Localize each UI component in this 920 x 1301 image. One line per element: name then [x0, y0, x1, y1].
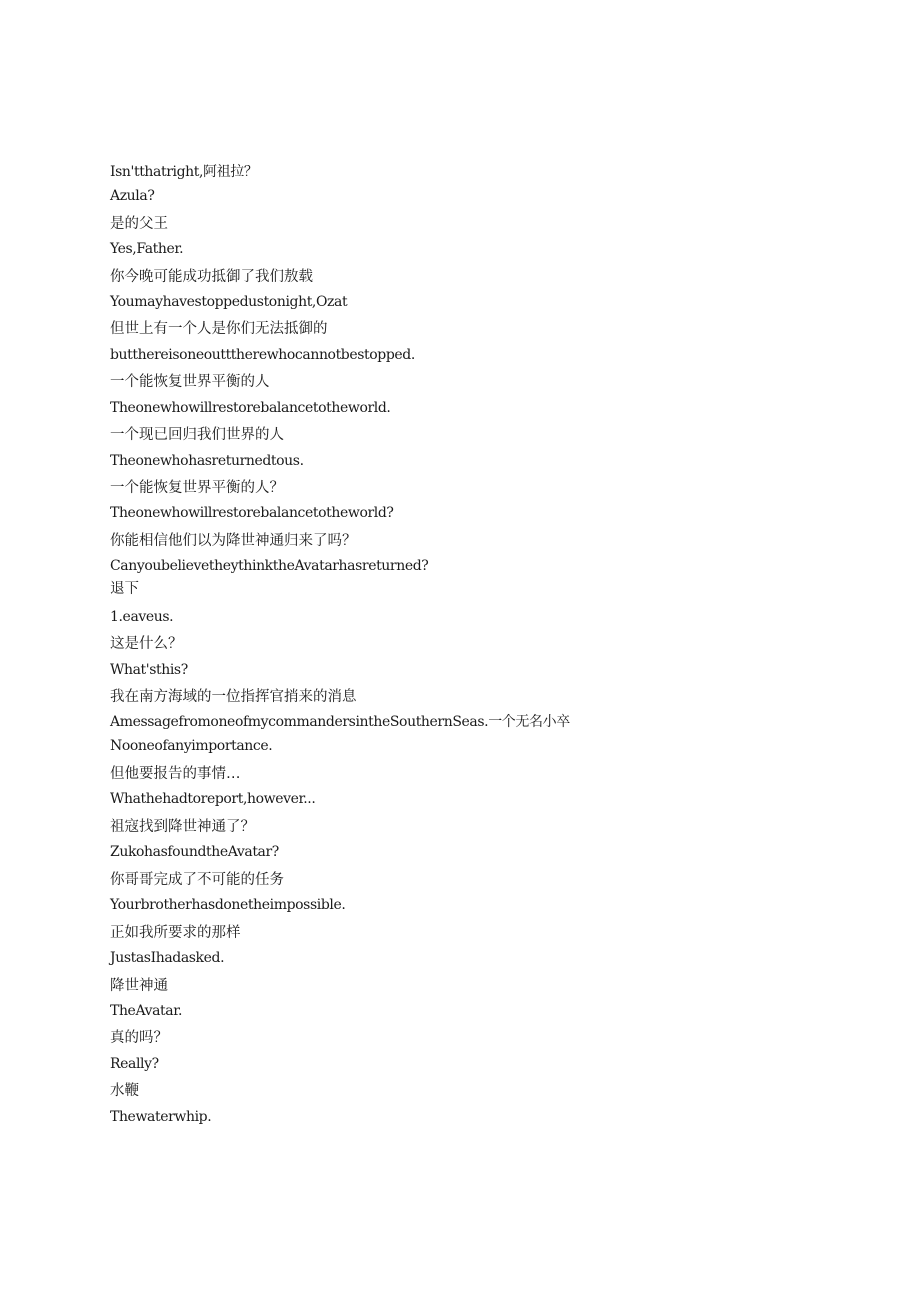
subtitle-line: 退下: [110, 581, 139, 597]
subtitle-line: CanyoubelievetheythinktheAvatarhasreturned?: [110, 558, 429, 574]
subtitle-line: 你今晚可能成功抵御了我们敖载: [110, 269, 313, 285]
subtitle-line: Isn'tthatright,阿祖拉？: [110, 164, 258, 180]
subtitle-line: Theonewhohasreturnedtous.: [110, 453, 304, 469]
subtitle-line: 我在南方海域的一位指挥官捎来的消息: [110, 689, 357, 705]
subtitle-line: Whathehadtoreport,however...: [110, 791, 316, 807]
subtitle-line: What'sthis?: [110, 662, 188, 678]
subtitle-line: 正如我所要求的那样: [110, 925, 241, 941]
subtitle-line: TheAvatar.: [110, 1003, 183, 1019]
subtitle-line: 你能相信他们以为降世神通归来了吗？: [110, 533, 357, 549]
subtitle-line: Theonewhowillrestorebalancetotheworld?: [110, 505, 394, 521]
subtitle-line: 水鞭: [110, 1083, 139, 1099]
subtitle-line: Really?: [110, 1056, 159, 1072]
subtitle-line: ZukohasfoundtheAvatar?: [110, 844, 279, 860]
subtitle-line: 但他要报告的事情…: [110, 766, 241, 782]
subtitle-line: Yes,Father.: [110, 241, 184, 257]
subtitle-line: 这是什么？: [110, 636, 183, 652]
subtitle-line: Yourbrotherhasdonetheimpossible.: [110, 897, 346, 913]
subtitle-line: 但世上有一个人是你们无法抵御的: [110, 321, 328, 337]
subtitle-line: 祖寇找到降世神通了？: [110, 819, 255, 835]
subtitle-line: Thewaterwhip.: [110, 1109, 212, 1125]
subtitle-line: JustasIhadasked.: [110, 950, 225, 966]
subtitle-line: Theonewhowillrestorebalancetotheworld.: [110, 400, 391, 416]
subtitle-line: 真的吗？: [110, 1030, 168, 1046]
subtitle-line: 一个能恢复世界平衡的人: [110, 374, 270, 390]
subtitle-line: butthereisoneoutttherewhocannotbestopped.: [110, 347, 415, 363]
subtitle-line: AmessagefromoneofmycommandersintheSouthernSeas.一个无名小卒: [110, 714, 570, 730]
subtitle-line: Youmayhavestoppedustonight,Ozat: [110, 294, 348, 310]
subtitle-line: 你哥哥完成了不可能的任务: [110, 872, 284, 888]
subtitle-line: Azula?: [110, 188, 155, 204]
subtitle-line: 1.eaveus.: [110, 609, 174, 625]
subtitle-line: 降世神通: [110, 978, 168, 994]
subtitle-line: 一个现已回归我们世界的人: [110, 427, 284, 443]
subtitle-line: 一个能恢复世界平衡的人？: [110, 480, 284, 496]
subtitle-line: Nooneofanyimportance.: [110, 738, 273, 754]
subtitle-line: 是的父王: [110, 216, 168, 232]
